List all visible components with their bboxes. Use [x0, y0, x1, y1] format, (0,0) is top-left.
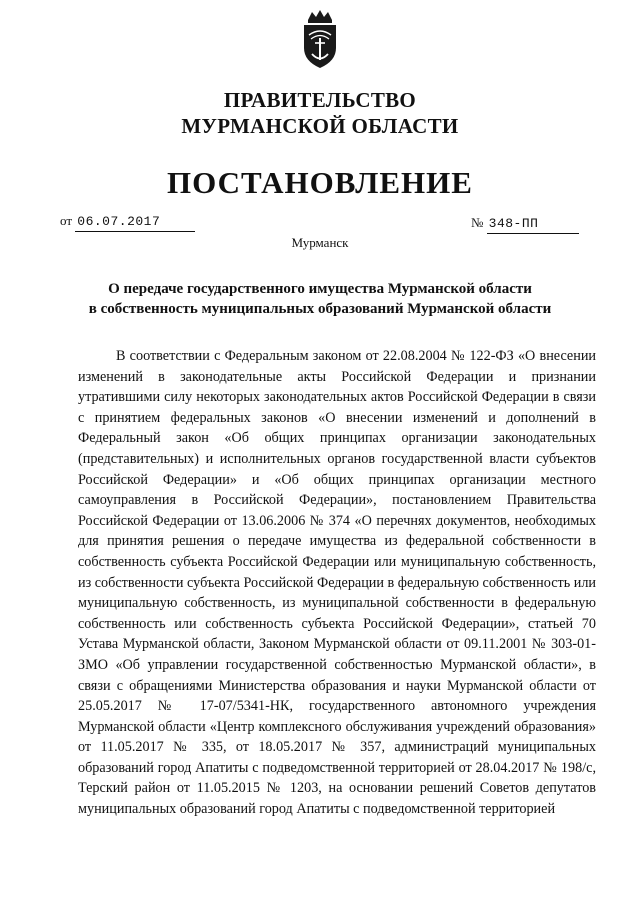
- city-name: Мурманск: [291, 235, 349, 250]
- subject-line2: в собственность муниципальных образований Мурманской области: [88, 301, 552, 317]
- number-line: [471, 214, 579, 234]
- document-type-title: ПОСТАНОВЛЕНИЕ: [167, 165, 473, 200]
- document-number: 348-ПП: [487, 215, 579, 234]
- number-prefix: №: [471, 215, 484, 230]
- document-subject: [60, 279, 580, 319]
- document-date: 06.07.2017: [75, 213, 195, 232]
- date-line: [60, 212, 195, 232]
- government-name-line1: ПРАВИТЕЛЬСТВО: [223, 88, 417, 112]
- body-paragraph: В соответствии с Федеральным законом от 22.08.2004 № 122-ФЗ «О внесении изменений в законодательные акты Российской Федерации и признании утратившими силу некоторых законодательных актов Российской Федерации в связи с принятием федеральных законов «О внесении изменений и дополнений в Федеральный закон «Об общих принципах организации законодательных (представительных) и исполнительных органов государственной власти субъектов Российской Федерации» и «Об общих принципах организации местного самоуправления в Российской Федерации», постановлением Правительства Российской Федерации от 13.06.2006 № 374 «О перечнях документов, необходимых для принятия решения о передаче имущества из федеральной собственности в собственность субъекта Российской Федерации или муниципальную собственность, из собственности субъекта Российской Федерации в федеральную собственность или муниципальную собственность, из муниципальной собственности в федеральную собственность или собственность субъекта Российской Федерации», статьей 70 Устава Мурманской области, Законом Мурманской области от 09.11.2001 № 303-01-ЗМО «Об управлении государственной собственностью Мурманской области», в связи с обращениями Министерства образования и науки Мурманской области от 25.05.2017 № 17-07/5341-НК, государственного автономного учреждения Мурманской области «Центр комплексного обслуживания учреждений образования» от 11.05.2017 № 335, от 18.05.2017 № 357, администраций муниципальных образований город Апатиты с подведомственной территорией от 28.04.2017 № 198/с, Терский район от 11.05.2015 № 1203, на основании решений Советов депутатов муниципальных образований город Апатиты с подведомственной территорией: [78, 348, 596, 818]
- government-name-line2: МУРМАНСКОЙ ОБЛАСТИ: [181, 114, 459, 138]
- murmansk-coat-of-arms-icon: [299, 8, 341, 70]
- date-prefix: от: [60, 213, 73, 228]
- subject-line1: О передаче государственного имущества Мурманской области: [108, 281, 532, 297]
